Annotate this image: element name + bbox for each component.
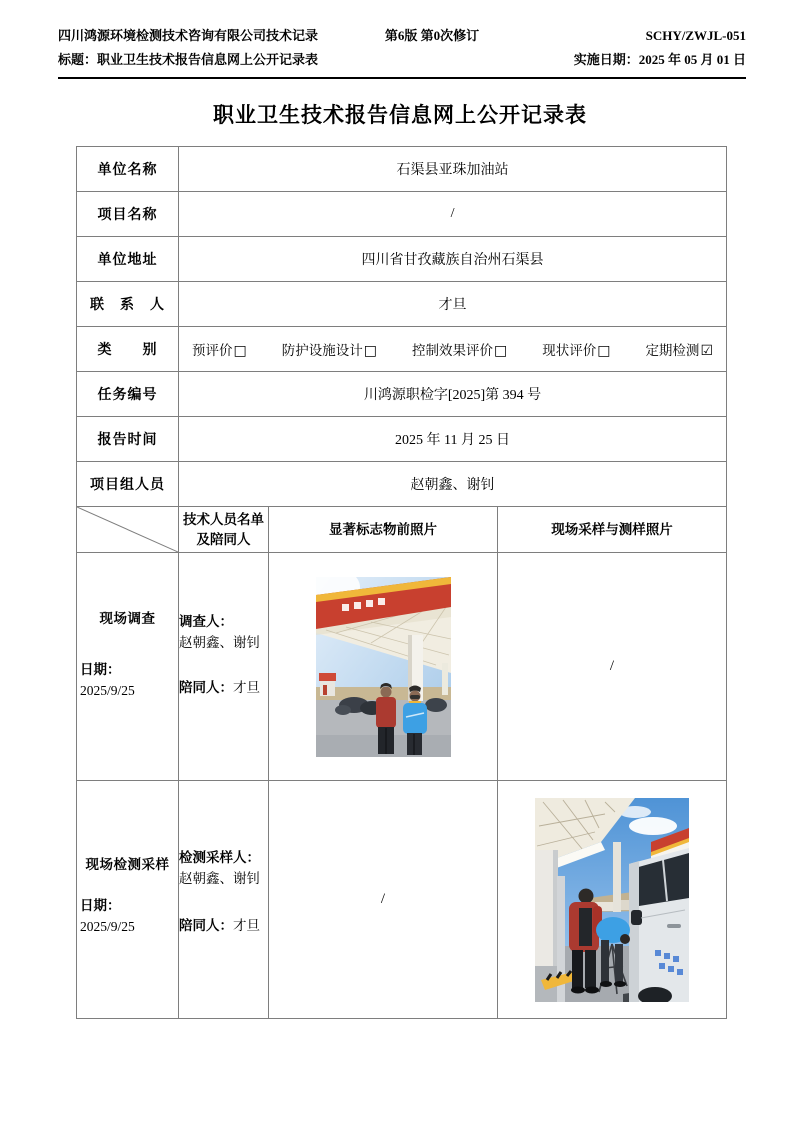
site-survey-row — [77, 553, 727, 781]
sampling-companion-label: 陪同人： — [179, 918, 233, 933]
header-doc-title: 标题：职业卫生技术报告信息网上公开记录表 — [58, 52, 319, 67]
table-row — [77, 282, 727, 327]
field-value-report-date: 2025 年 11 月 25 日 — [179, 417, 727, 462]
category-option-pre-evaluation — [192, 339, 247, 359]
category-option-label: 定期检测 — [645, 343, 700, 358]
category-options-cell — [179, 327, 727, 372]
sampling-photo-cell — [498, 781, 727, 1019]
checkbox-unchecked-icon: □ — [493, 343, 508, 359]
table-row — [77, 462, 727, 507]
survey-personnel-cell — [179, 553, 269, 781]
table-row — [77, 147, 727, 192]
field-label-project-name: 项目名称 — [77, 192, 179, 237]
table-row — [77, 417, 727, 462]
category-option-label: 防护设施设计 — [281, 343, 363, 358]
header-company-record: 四川鸿源环境检测技术咨询有限公司技术记录 — [58, 28, 319, 43]
header-doc-code: SCHY/ZWJL-051 — [645, 28, 746, 43]
checkbox-unchecked-icon: □ — [233, 343, 247, 359]
survey-companion — [179, 677, 268, 698]
photo-header-row — [77, 507, 727, 553]
checkbox-checked-icon: ☑ — [700, 343, 713, 359]
survey-stage-label: 现场调查 — [99, 611, 156, 626]
survey-date-label: 日期： — [80, 662, 121, 677]
page-title: 职业卫生技术报告信息网上公开记录表 — [213, 103, 587, 127]
field-value-project-team: 赵朝鑫、谢钊 — [179, 462, 727, 507]
header-effective-date: 实施日期：2025 年 05 月 01 日 — [573, 52, 746, 67]
sampling-personnel-names: 赵朝鑫、谢钊 — [179, 871, 260, 886]
header-spacer — [343, 48, 521, 72]
field-value-unit-name: 石渠县亚珠加油站 — [179, 147, 727, 192]
sampling-companion — [179, 915, 268, 936]
survey-date-value: 2025/9/25 — [80, 683, 135, 698]
field-label-unit-address: 单位地址 — [77, 237, 179, 282]
field-label-category: 类 别 — [77, 327, 179, 372]
sampling-landmark-photo-placeholder: / — [269, 781, 498, 1019]
sampling-role-label: 检测采样人： — [179, 850, 260, 865]
document-header — [58, 24, 746, 79]
field-value-task-number: 川鸿源职检字[2025]第 394 号 — [179, 372, 727, 417]
sampling-personnel-cell — [179, 781, 269, 1019]
header-line-1 — [58, 24, 746, 48]
field-label-task-number: 任务编号 — [77, 372, 179, 417]
survey-companion-name: 才旦 — [233, 680, 260, 695]
field-value-project-name: / — [179, 192, 727, 237]
field-value-contact-person: 才旦 — [179, 282, 727, 327]
category-row — [77, 327, 727, 372]
sampling-companion-name: 才旦 — [233, 918, 260, 933]
field-label-contact-person: 联 系 人 — [77, 282, 179, 327]
field-label-unit-name: 单位名称 — [77, 147, 179, 192]
column-header-landmark-photo: 显著标志物前照片 — [269, 507, 498, 553]
diagonal-header-cell — [77, 507, 179, 553]
field-value-unit-address: 四川省甘孜藏族自治州石渠县 — [179, 237, 727, 282]
category-option-label: 现状评价 — [542, 343, 597, 358]
category-options — [179, 339, 726, 359]
survey-companion-label: 陪同人： — [179, 680, 233, 695]
survey-sampling-photo-placeholder: / — [498, 553, 727, 781]
category-option-control-effect — [412, 339, 507, 359]
sampling-stage-label: 现场检测采样 — [85, 857, 170, 872]
checkbox-unchecked-icon: □ — [363, 343, 377, 359]
sampling-photo — [535, 798, 689, 1002]
sampling-stage-cell — [77, 781, 179, 1019]
category-option-status-evaluation — [542, 339, 610, 359]
column-header-sampling-photo: 现场采样与测样照片 — [498, 507, 727, 553]
survey-personnel-names: 赵朝鑫、谢钊 — [179, 635, 260, 650]
survey-photo-cell — [269, 553, 498, 781]
category-option-periodic-testing — [645, 339, 713, 359]
diagonal-line — [77, 507, 178, 552]
record-form-table — [76, 146, 727, 1019]
table-row — [77, 192, 727, 237]
column-header-personnel: 技术人员名单及陪同人 — [179, 507, 269, 553]
survey-date-block — [77, 659, 178, 701]
survey-role-label: 调查人： — [179, 614, 233, 629]
sampling-date-value: 2025/9/25 — [80, 919, 135, 934]
survey-personnel — [179, 611, 268, 698]
sampling-date-block — [77, 895, 178, 937]
category-option-protection-design — [282, 339, 377, 359]
sampling-date-label: 日期： — [80, 898, 121, 913]
header-line-2 — [58, 48, 746, 72]
field-label-report-date: 报告时间 — [77, 417, 179, 462]
header-version: 第6版 第0次修订 — [384, 28, 480, 43]
survey-stage-cell — [77, 553, 179, 781]
category-option-label: 控制效果评价 — [411, 343, 493, 358]
sampling-row — [77, 781, 727, 1019]
category-option-label: 预评价 — [192, 343, 233, 358]
checkbox-unchecked-icon: □ — [597, 343, 611, 359]
table-row — [77, 237, 727, 282]
table-row — [77, 372, 727, 417]
site-survey-photo — [316, 577, 451, 757]
field-label-project-team: 项目组人员 — [77, 462, 179, 507]
sampling-personnel — [179, 847, 268, 936]
